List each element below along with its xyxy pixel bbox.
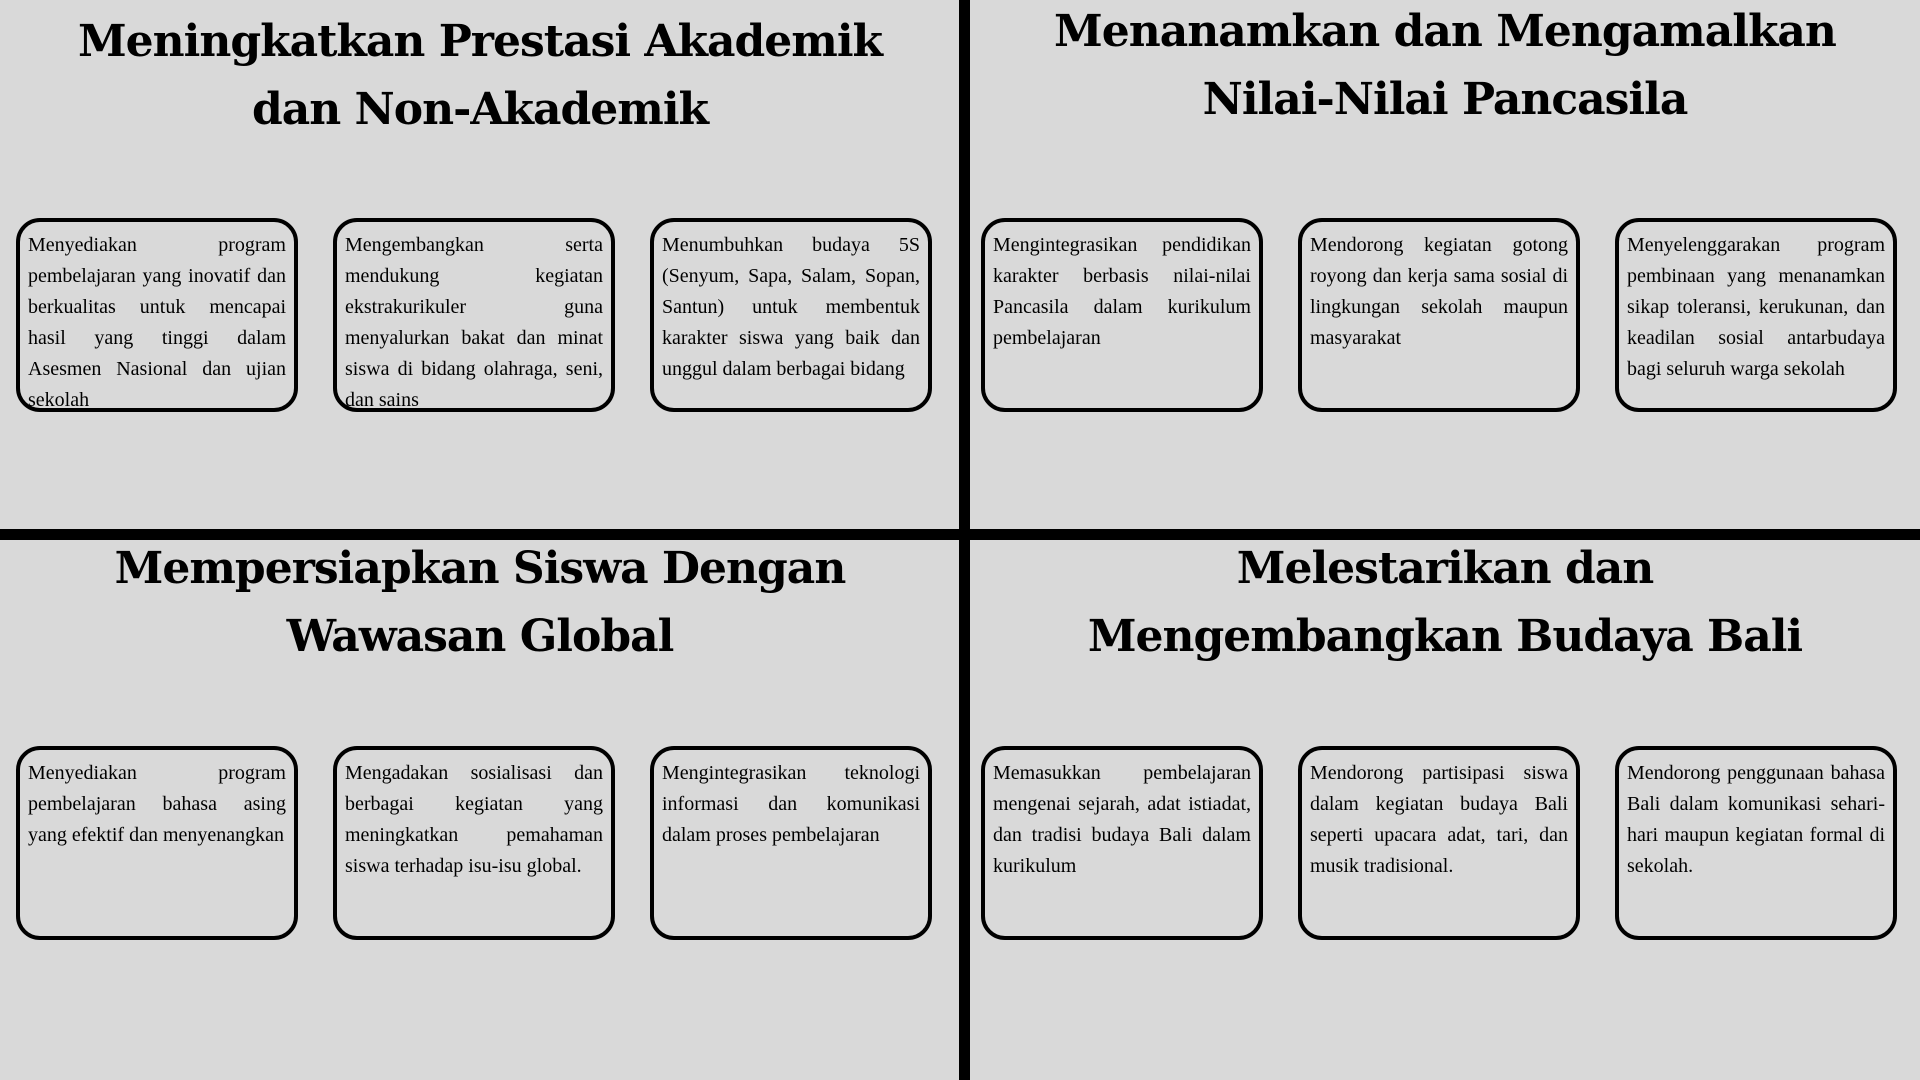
mission-card bbox=[1615, 746, 1897, 940]
mission-card-text: Menumbuhkan budaya 5S (Senyum, Sapa, Salam, Sopan, Santun) untuk membentuk karakter siswa yang baik dan unggul dalam berbagai bidang bbox=[662, 234, 920, 380]
mission-card-text: Menyelenggarakan program pembinaan yang menanamkan sikap toleransi, kerukunan, dan keadilan sosial antarbudaya bagi seluruh warga sekolah bbox=[1627, 234, 1885, 380]
mission-card bbox=[333, 218, 615, 412]
mission-card bbox=[981, 746, 1263, 940]
horizontal-divider bbox=[0, 529, 1920, 540]
mission-card-text: Mengintegrasikan teknologi informasi dan komunikasi dalam proses pembelajaran bbox=[662, 762, 920, 846]
mission-card bbox=[1615, 218, 1897, 412]
mission-card bbox=[1298, 746, 1580, 940]
mission-card-text: Mengadakan sosialisasi dan berbagai kegiatan yang meningkatkan pemahaman siswa terhadap isu-isu global. bbox=[345, 762, 603, 877]
mission-card-text: Mendorong penggunaan bahasa Bali dalam komunikasi sehari-hari maupun kegiatan formal di sekolah. bbox=[1627, 762, 1885, 877]
mission-card bbox=[16, 746, 298, 940]
section-title-line: Wawasan Global bbox=[286, 611, 674, 662]
section-balinese-culture bbox=[965, 530, 1920, 1060]
mission-card bbox=[981, 218, 1263, 412]
section-pancasila-values bbox=[965, 0, 1920, 530]
mission-card-text: Menyediakan program pembelajaran bahasa asing yang efektif dan menyenangkan bbox=[28, 762, 286, 846]
section-title bbox=[0, 535, 960, 671]
mission-card bbox=[333, 746, 615, 940]
section-title-line: Mengembangkan Budaya Bali bbox=[1087, 611, 1803, 662]
mission-card-text: Memasukkan pembelajaran mengenai sejarah, adat istiadat, dan tradisi budaya Bali dalam kurikulum bbox=[993, 762, 1251, 877]
section-title-line: dan Non-Akademik bbox=[251, 84, 709, 135]
section-global-insight bbox=[0, 530, 960, 1060]
section-title-line: Mempersiapkan Siswa Dengan bbox=[114, 543, 846, 594]
mission-card-text: Mengintegrasikan pendidikan karakter berbasis nilai-nilai Pancasila dalam kurikulum pembelajaran bbox=[993, 234, 1251, 349]
mission-card bbox=[16, 218, 298, 412]
mission-card bbox=[650, 218, 932, 412]
section-title bbox=[965, 535, 1920, 671]
section-title-line: Menanamkan dan Mengamalkan bbox=[1054, 6, 1836, 57]
mission-card-text: Mengembangkan serta mendukung kegiatan ekstrakurikuler guna menyalurkan bakat dan minat siswa di bidang olahraga, seni, dan sains bbox=[345, 234, 603, 411]
mission-card bbox=[650, 746, 932, 940]
section-title bbox=[0, 8, 960, 144]
section-academic-achievement bbox=[0, 0, 960, 530]
vertical-divider bbox=[959, 0, 970, 1080]
section-title-line: Melestarikan dan bbox=[1236, 543, 1654, 594]
section-title-line: Nilai-Nilai Pancasila bbox=[1202, 74, 1688, 125]
section-title bbox=[965, 0, 1920, 134]
mission-card bbox=[1298, 218, 1580, 412]
section-title-line: Meningkatkan Prestasi Akademik bbox=[77, 16, 883, 67]
mission-card-text: Mendorong partisipasi siswa dalam kegiatan budaya Bali seperti upacara adat, tari, dan musik tradisional. bbox=[1310, 762, 1568, 877]
mission-card-text: Menyediakan program pembelajaran yang inovatif dan berkualitas untuk mencapai hasil yang tinggi dalam Asesmen Nasional dan ujian sekolah bbox=[28, 234, 286, 411]
mission-card-text: Mendorong kegiatan gotong royong dan kerja sama sosial di lingkungan sekolah maupun masyarakat bbox=[1310, 234, 1568, 349]
